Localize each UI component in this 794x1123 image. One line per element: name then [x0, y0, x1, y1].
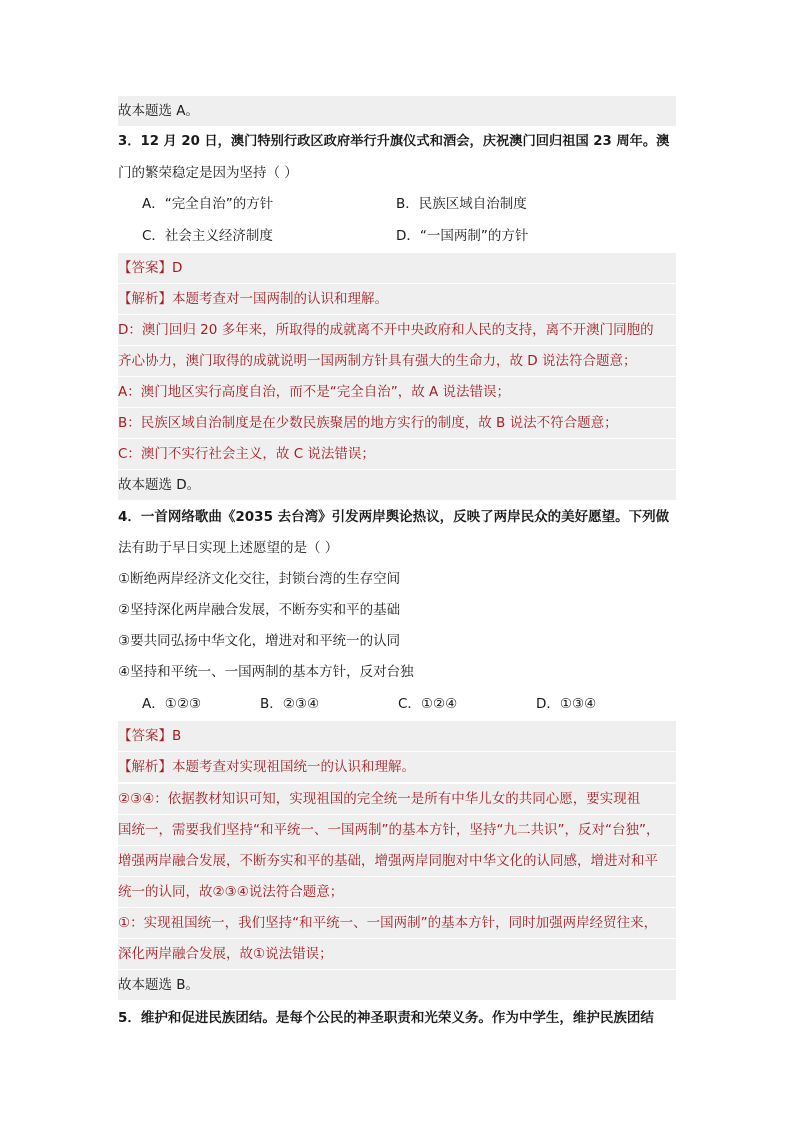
q4-stem-line2: 法有助于早日实现上述愿望的是（ ）: [118, 540, 339, 556]
q4-analysis-right-line1: ②③④：依据教材知识可知，实现祖国的完全统一是所有中华儿女的共同心愿，要实现祖: [118, 784, 676, 814]
q3-answer: 【答案】D: [118, 253, 676, 283]
q3-analysis-c: C：澳门不实行社会主义，故 C 说法错误；: [118, 439, 676, 469]
q4-conclusion: 故本题选 B。: [118, 970, 676, 1000]
q3-analysis-d-line1: D：澳门回归 20 多年来，所取得的成就离不开中央政府和人民的支持，离不开澳门同胞的: [118, 315, 676, 345]
q4-item-3: ③要共同弘扬中华文化，增进对和平统一的认同: [118, 633, 401, 649]
q2-conclusion: 故本题选 A。: [118, 96, 676, 126]
q4-analysis-wrong-line1: ①：实现祖国统一，我们坚持“和平统一、一国两制”的基本方针，同时加强两岸经贸往来，: [118, 908, 676, 938]
q4-analysis-wrong-line2: 深化两岸融合发展，故①说法错误；: [118, 939, 676, 969]
q4-stem-line1: 4．一首网络歌曲《2035 去台湾》引发两岸舆论热议，反映了两岸民众的美好愿望。下列做: [118, 509, 670, 525]
q3-analysis-d-line2: 齐心协力，澳门取得的成就说明一国两制方针具有强大的生命力，故 D 说法符合题意；: [118, 346, 676, 376]
q3-option-c: C．社会主义经济制度: [142, 228, 273, 244]
q3-stem-line1: 3．12 月 20 日，澳门特别行政区政府举行升旗仪式和酒会，庆祝澳门回归祖国 23 周年。澳: [118, 134, 670, 149]
q3-option-a: A．“完全自治”的方针: [142, 196, 274, 212]
q4-analysis-right-line2: 国统一，需要我们坚持“和平统一、一国两制”的基本方针，坚持“九二共识”，反对“台独”，: [118, 815, 676, 845]
q4-item-2: ②坚持深化两岸融合发展，不断夯实和平的基础: [118, 602, 401, 618]
q3-conclusion: 故本题选 D。: [118, 470, 676, 500]
q5-stem-line1: 5．维护和促进民族团结。是每个公民的神圣职责和光荣义务。作为中学生，维护民族团结: [118, 1010, 654, 1026]
q4-option-c: C．①②④: [398, 696, 458, 712]
q3-option-b: B．民族区域自治制度: [396, 196, 527, 212]
q3-analysis-a: A：澳门地区实行高度自治，而不是“完全自治”，故 A 说法错误；: [118, 377, 676, 407]
q4-analysis-right-line3: 增强两岸融合发展，不断夯实和平的基础，增强两岸同胞对中华文化的认同感，增进对和平: [118, 846, 676, 876]
q3-stem-line2: 门的繁荣稳定是因为坚持（ ）: [118, 165, 298, 181]
q4-item-1: ①断绝两岸经济文化交往，封锁台湾的生存空间: [118, 571, 401, 587]
q3-analysis-b: B：民族区域自治制度是在少数民族聚居的地方实行的制度，故 B 说法不符合题意；: [118, 408, 676, 438]
q4-option-b: B．②③④: [260, 696, 320, 712]
q4-option-a: A．①②③: [142, 696, 202, 712]
q4-option-d: D．①③④: [536, 696, 597, 712]
q3-option-d: D．“一国两制”的方针: [396, 228, 529, 244]
q4-item-4: ④坚持和平统一、一国两制的基本方针，反对台独: [118, 664, 414, 680]
q4-answer: 【答案】B: [118, 721, 676, 751]
q4-analysis-right-line4: 统一的认同，故②③④说法符合题意；: [118, 877, 676, 907]
q3-analysis-title: 【解析】本题考查对一国两制的认识和理解。: [118, 284, 676, 314]
q4-analysis-title: 【解析】本题考查对实现祖国统一的认识和理解。: [118, 752, 676, 782]
